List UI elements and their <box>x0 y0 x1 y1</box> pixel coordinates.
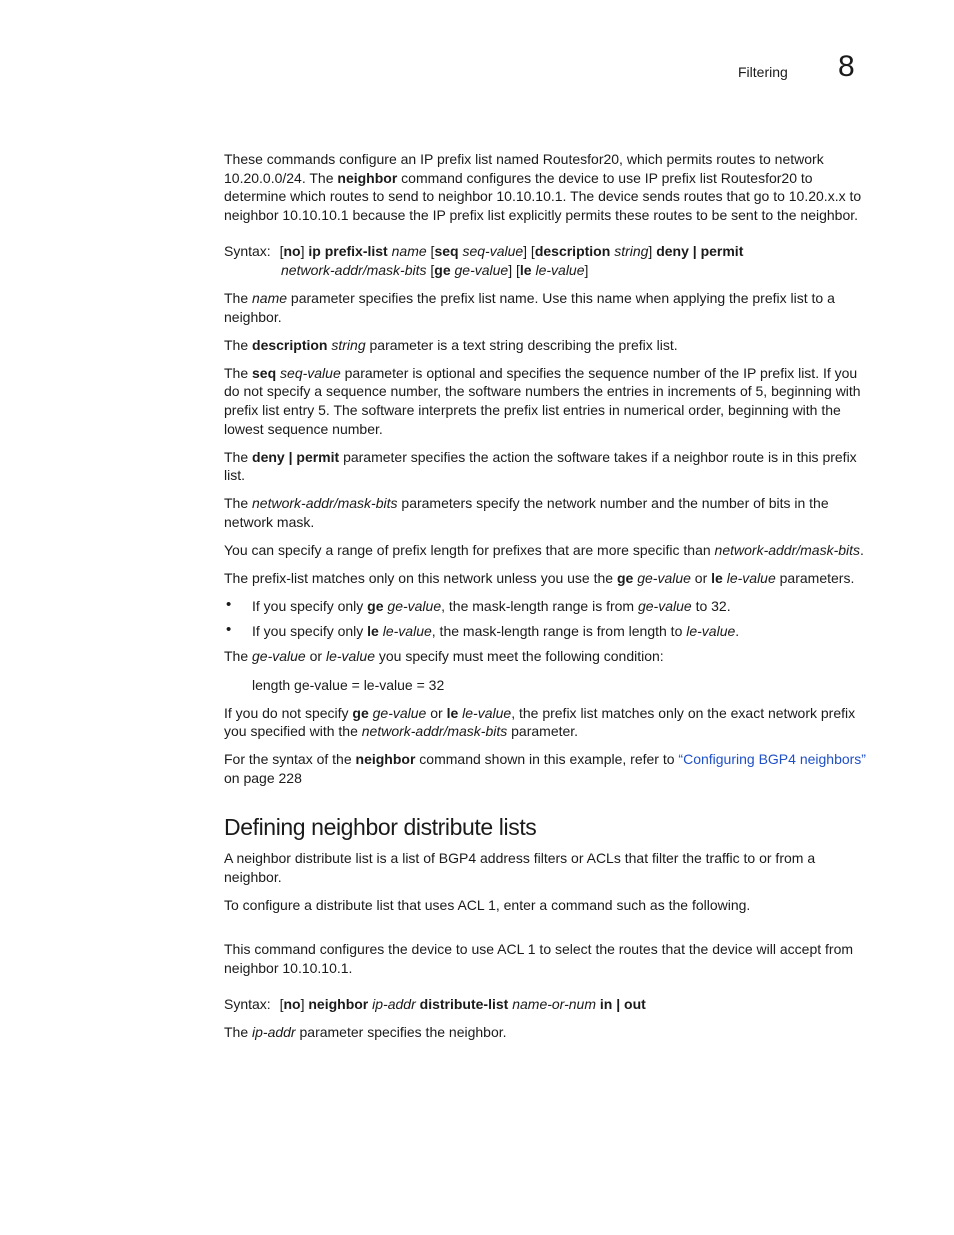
configuring-bgp4-neighbors-link[interactable]: “Configuring BGP4 neighbors” <box>678 751 866 768</box>
distribute-list-definition: A neighbor distribute list is a list of BGP4 address filters or ACLs that filter the traffic to or from a neighbor. <box>224 850 816 885</box>
matches-paragraph: The prefix-list matches only on this network unless you use the ge ge-value or le le-value parameters. <box>224 570 855 587</box>
network-parameter-paragraph: The network-addr/mask-bits parameters specify the network number and the number of bits in the network mask. <box>224 495 829 530</box>
section-heading: Defining neighbor distribute lists <box>224 813 537 840</box>
running-header-chapter-number: 8 <box>838 50 855 83</box>
bullet-icon: • <box>226 621 232 639</box>
distribute-list-instruction: To configure a distribute list that uses ACL 1, enter a command such as the following. <box>224 896 751 913</box>
list-item: • If you specify only ge ge-value, the mask-length range is from ge-value to 32. <box>226 596 731 615</box>
description-parameter-paragraph: The description string parameter is a text string describing the prefix list. <box>224 336 678 353</box>
keyword-neighbor: neighbor <box>337 169 398 186</box>
name-parameter-paragraph: The name parameter specifies the prefix list name. Use this name when applying the prefix list to a neighbor. <box>224 290 835 325</box>
list-item: • If you specify only le le-value, the mask-length range is from length to le-value. <box>226 621 740 640</box>
syntax-ip-prefix-list: Syntax: [no] ip prefix-list name [seq seq-value] [description string] deny | permit network-addr/mask-bits [ge ge-value] [le le-value] <box>224 243 744 278</box>
ip-addr-parameter-paragraph: The ip-addr parameter specifies the neighbor. <box>224 1024 507 1041</box>
range-paragraph: You can specify a range of prefix length for prefixes that are more specific than network-addr/mask-bits. <box>224 542 864 559</box>
exact-match-paragraph: If you do not specify ge ge-value or le le-value, the prefix list matches only on the exact network prefix you specified with the network-addr/mask-bits parameter. <box>224 704 856 740</box>
deny-permit-paragraph: The deny | permit parameter specifies the action the software takes if a neighbor route is in this prefix list. <box>224 448 857 484</box>
bullet-icon: • <box>226 596 232 614</box>
page-body <box>224 150 874 1051</box>
seq-parameter-paragraph: The seq seq-value parameter is optional and specifies the sequence number of the IP prefix list. If you do not specify a sequence number, the software numbers the entries in increments of 5, beginning with prefix list entry 5. The software interprets the prefix list entries in numerical order, beginning with the lowest sequence number. <box>224 364 861 437</box>
distribute-list-explanation: This command configures the device to use ACL 1 to select the routes that the device will accept from neighbor 10.10.10.1. <box>224 940 854 976</box>
syntax-label: Syntax: <box>224 996 271 1013</box>
command-example-gap <box>224 924 874 940</box>
syntax-distribute-list: Syntax: [no] neighbor ip-addr distribute-list name-or-num in | out <box>224 996 646 1013</box>
bullet-list <box>224 597 874 641</box>
condition-intro-paragraph: The ge-value or le-value you specify must meet the following condition: <box>224 648 664 665</box>
intro-paragraph: These commands configure an IP prefix list named Routesfor20, which permits routes to network 10.20.0.0/24. The neighbor command configures the device to use IP prefix list Routesfor20 to determine which routes to send to neighbor 10.10.10.1. The device sends routes that go to 10.20.x.x to neighbor 10.10.10.1 because the IP prefix list explicitly permits these routes to be sent to the neighbor. <box>224 151 862 223</box>
reference-paragraph: For the syntax of the neighbor command shown in this example, refer to “Configuring BGP4 neighbors” on page 228 <box>224 751 866 786</box>
syntax-label: Syntax: <box>224 243 271 260</box>
running-header-section: Filtering <box>738 64 788 80</box>
condition-formula: length ge-value = le-value = 32 <box>252 676 445 693</box>
